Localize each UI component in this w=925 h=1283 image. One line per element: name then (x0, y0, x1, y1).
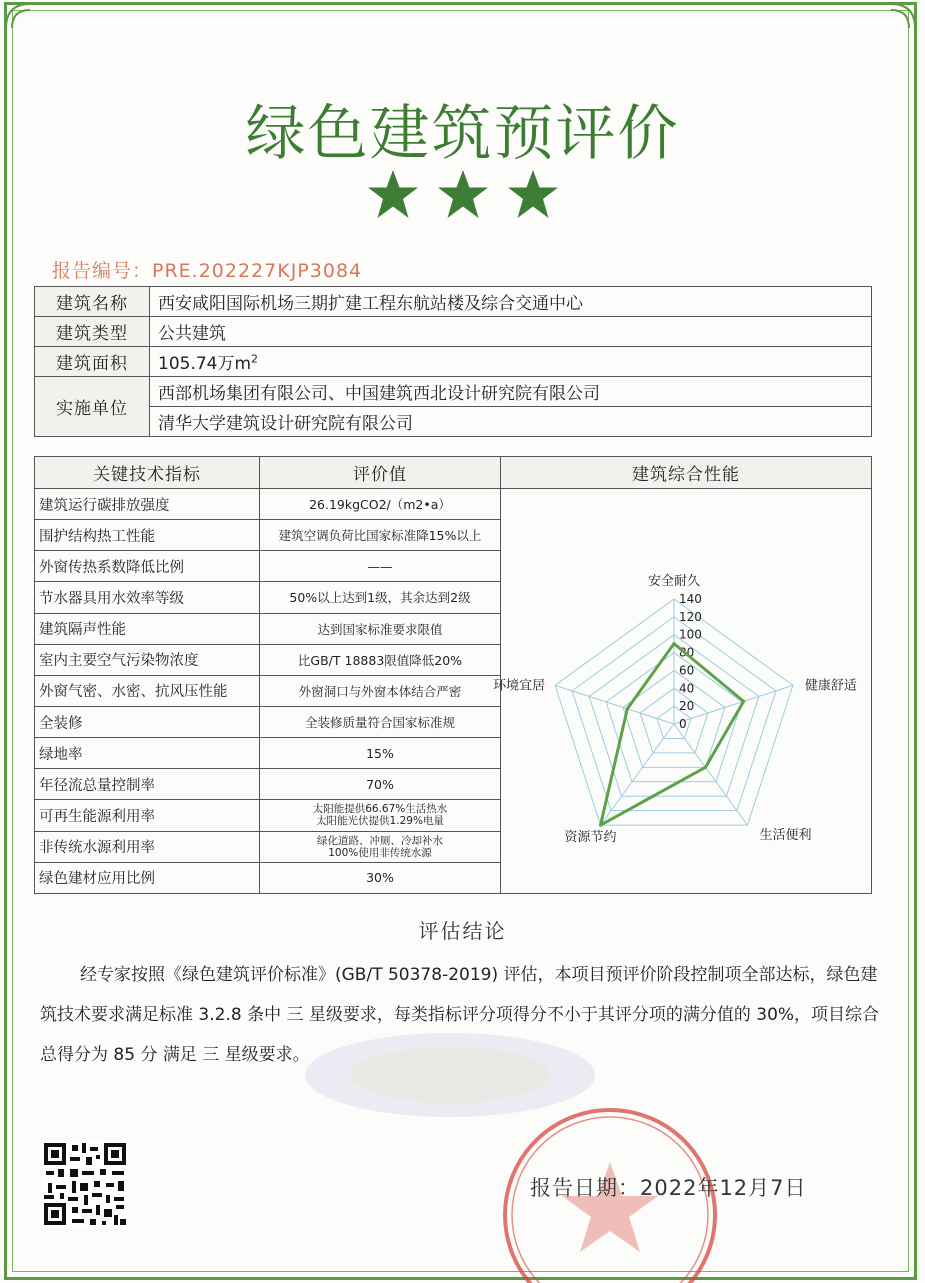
radar-spoke (555, 685, 674, 724)
header-evaluation-value: 评价值 (260, 457, 501, 489)
metric-name: 建筑运行碳排放强度 (35, 489, 260, 520)
info-row (35, 407, 872, 437)
metric-value (260, 831, 501, 862)
metric-value: 70% (260, 769, 501, 800)
report-number-value: PRE.202227KJP3084 (152, 260, 363, 282)
metric-name: 年径流总量控制率 (35, 769, 260, 800)
radar-tick-label: 40 (679, 681, 695, 696)
corner-ornament-icon (877, 2, 917, 30)
report-number (52, 256, 362, 283)
report-date-value: 2022年12月7日 (640, 1176, 807, 1200)
metrics-header-row (35, 457, 872, 489)
metric-value: 26.19kgCO2/（m2•a） (260, 489, 501, 520)
organization-value-2: 清华大学建筑设计研究院有限公司 (150, 407, 872, 437)
metric-name: 绿色建材应用比例 (35, 862, 260, 893)
metric-name: 全装修 (35, 706, 260, 737)
metric-value: 50%以上达到1级，其余达到2级 (260, 582, 501, 613)
metric-value: 达到国家标准要求限值 (260, 613, 501, 644)
info-row (35, 287, 872, 317)
radar-chart (493, 489, 871, 889)
radar-tick-label: 100 (679, 627, 702, 642)
metric-value-line-1: 绿化道路、冲厕、冷却补水 (317, 834, 443, 847)
metric-value: —— (260, 551, 501, 582)
radar-axis-label: 安全耐久 (647, 574, 701, 589)
info-row (35, 377, 872, 407)
report-number-label: 报告编号： (52, 260, 153, 282)
radar-series-line (601, 644, 744, 825)
report-date-label: 报告日期： (530, 1176, 640, 1200)
header-key-metric: 关键技术指标 (35, 457, 260, 489)
metric-value: 15% (260, 738, 501, 769)
table-row (35, 489, 872, 520)
metric-name: 节水器具用水效率等级 (35, 582, 260, 613)
radar-axis-label: 生活便利 (759, 828, 812, 844)
corner-ornament-icon (4, 2, 44, 30)
page-title: 绿色建筑预评价 (245, 99, 680, 169)
radar-tick-label: 80 (679, 645, 695, 660)
radar-data-point (599, 824, 602, 827)
metric-name: 绿地率 (35, 738, 260, 769)
metric-name: 外窗传热系数降低比例 (35, 551, 260, 582)
qr-code-icon (42, 1141, 128, 1227)
area-unit-superscript: 2 (251, 352, 259, 366)
radar-tick-label: 60 (679, 663, 695, 678)
building-type-value: 公共建筑 (150, 317, 872, 347)
metrics-table (34, 456, 872, 894)
organization-label: 实施单位 (35, 377, 150, 437)
conclusion-text: 经专家按照《绿色建筑评价标准》(GB/T 50378-2019) 评估，本项目预评价阶段控制项全部达标，绿色建筑技术要求满足标准 3.2.8 条中 三 星级要求，每类指标评分项得分不小于其评分项的满分值的 30%，项目综合总得分为 85 分 满足 三 星级要求。 (40, 965, 880, 1065)
radar-tick-label: 0 (679, 717, 687, 731)
metric-name: 建筑隔声性能 (35, 613, 260, 644)
radar-data-point (626, 707, 629, 710)
metric-name: 可再生能源利用率 (35, 800, 260, 831)
radar-tick-label: 120 (679, 609, 702, 624)
radar-data-point (742, 700, 745, 703)
metric-value-line-2: 太阳能光伏提供1.29%电量 (316, 815, 444, 828)
metric-value-line-2: 100%使用非传统水源 (328, 846, 432, 859)
report-date (530, 1172, 807, 1202)
radar-axis-label: 环境宜居 (493, 678, 546, 694)
info-row (35, 347, 872, 377)
star-rating (0, 168, 925, 226)
building-area-label: 建筑面积 (35, 347, 150, 377)
metric-value: 全装修质量符合国家标准规 (260, 706, 501, 737)
metric-value: 外窗洞口与外窗本体结合严密 (260, 675, 501, 706)
radar-tick-label: 140 (679, 592, 702, 606)
radar-spoke (674, 724, 747, 825)
metric-value: 比GB/T 18883限值降低20% (260, 644, 501, 675)
radar-data-point (673, 642, 676, 645)
radar-data-point (704, 766, 707, 769)
radar-axis-label: 资源节约 (564, 830, 617, 846)
metric-name: 室内主要空气污染物浓度 (35, 644, 260, 675)
metric-name: 非传统水源利用率 (35, 831, 260, 862)
info-row (35, 317, 872, 347)
metric-value: 30% (260, 862, 501, 893)
building-name-value: 西安咸阳国际机场三期扩建工程东航站楼及综合交通中心 (150, 287, 872, 317)
conclusion-title: 评估结论 (418, 919, 507, 943)
building-area-value: 105.74万m (158, 354, 252, 374)
star-icon (436, 168, 490, 222)
metric-value-line-1: 太阳能提供66.67%生活热水 (312, 803, 448, 816)
building-type-label: 建筑类型 (35, 317, 150, 347)
building-info-table (34, 286, 872, 437)
building-area-cell (150, 347, 872, 377)
metric-value: 建筑空调负荷比国家标准降15%以上 (260, 520, 501, 551)
radar-chart-cell (493, 489, 872, 894)
organization-value-1: 西部机场集团有限公司、中国建筑西北设计研究院有限公司 (150, 377, 872, 407)
metric-name: 围护结构热工性能 (35, 520, 260, 551)
star-icon (366, 168, 420, 222)
building-name-label: 建筑名称 (35, 287, 150, 317)
radar-axis-label: 健康舒适 (804, 678, 857, 694)
radar-tick-label: 20 (679, 699, 695, 714)
star-icon (506, 168, 560, 222)
metric-name: 外窗气密、水密、抗风压性能 (35, 675, 260, 706)
header-performance-chart: 建筑综合性能 (501, 457, 872, 489)
metric-value (260, 800, 501, 831)
